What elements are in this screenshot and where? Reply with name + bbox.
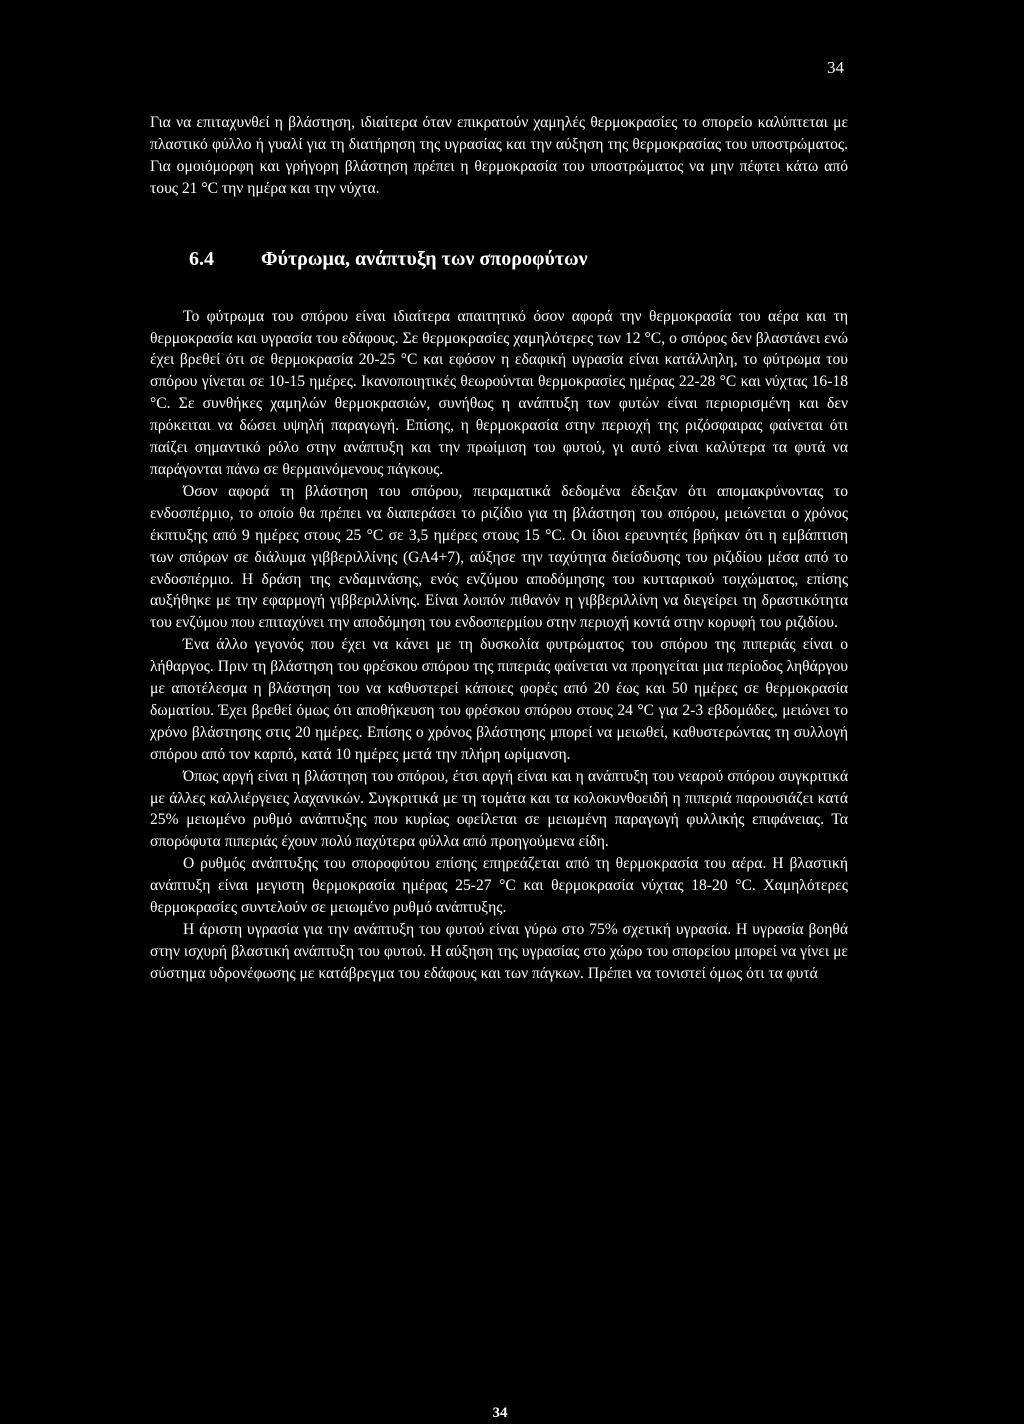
body-paragraph-1: Το φύτρωμα του σπόρου είναι ιδιαίτερα απαιτητικό όσον αφορά την θερμοκρασία του αέρα και τη θερμοκρασία και υγρασία του εδάφους. Σε θερμοκρασίες χαμηλότερες των 12 °C, ο σπόρος δεν βλαστάνει ενώ έχει βρεθεί ότι σε θερμοκρασία 20-25 °C και εφόσον η εδαφική υγρασία είναι κατάλληλη, το φύτρωμα του σπόρου γίνεται σε 10-15 ημέρες. Ικανοποιητικές θεωρούνται θερμοκρασίες ημέρας 22-28 °C και νύχτας 16-18 °C. Σε συνθήκες χαμηλών θερμοκρασιών, συνήθως η ανάπτυξη των φυτών είναι περιορισμένη και δεν πρόκειται να δώσει υψηλή παραγωγή. Επίσης, η θερμοκρασία στην περιοχή της ριζόσφαιρας φαίνεται ότι παίζει σημαντικό ρόλο στην ανάπτυξη και την πρωίμιση του φυτού, γι αυτό είναι καλύτερα τα φυτά να παράγονται πάνω σε θερμαινόμενους πάγκους. [150,307,848,478]
section-number: 6.4 [189,247,214,270]
section-title: Φύτρωμα, ανάπτυξη των σποροφύτων [261,247,588,270]
page-content [150,112,848,985]
body-paragraph-4: Όπως αργή είναι η βλάστηση του σπόρου, έτσι αργή είναι και η ανάπτυξη του νεαρού σπόρου συγκριτικά με άλλες καλλιέργειες λαχανικών. Συγκριτικά με τη τομάτα και τα κολοκυνθοειδή η πιπεριά παρουσιάζει κατά 25% μειωμένο ρυθμό ανάπτυξης που κυρίως οφείλεται σε μειωμένη παραγωγή φυλλικής επιφάνειας. Τα σπορόφυτα πιπεριάς έχουν πολύ παχύτερα φύλλα από προηγούμενα είδη. [150,767,848,851]
body-paragraph-5: Ο ρυθμός ανάπτυξης του σποροφύτου επίσης επηρεάζεται από τη θερμοκρασία του αέρα. Η βλαστική ανάπτυξη είναι μεγιστη θερμοκρασία ημέρας 25-27 °C και θερμοκρασία νύχτας 18-20 °C. Χαμηλότερες θερμοκρασίες συντελούν σε μειωμένο ρυθμό ανάπτυξης. [150,855,848,917]
page-number: 34 [827,58,844,77]
body-paragraph-2: Όσον αφορά τη βλάστηση του σπόρου, πειραματικά δεδομένα έδειξαν ότι απομακρύνοντας το ενδοσπέρμιο, το οποίο θα πρέπει να διαπεράσει το ριζίδιο για τη βλάστηση του σπόρου, μειώνεται ο χρόνος έκπτυξης από 9 ημέρες στους 25 °C σε 3,5 ημέρες στους 15 °C. Οι ίδιοι ερευνητές βρήκαν ότι η εμβάπτιση των σπόρων σε διάλυμα γιββεριλλίνης (GA4+7), αύξησε την ταχύτητα διείσδυσης του ριζιδίου μέσα από το ενδοσπέρμιο. Η δράση της ενδαμινάσης, ενός ενζύμου αποδόμησης του κυτταρικού τοιχώματος, επίσης αυξήθηκε με την εφαρμογή γιββεριλλίνης. Είναι λοιπόν πιθανόν η γιββεριλλίνη να διεγείρει τη δραστικότητα του ενζύμου που επιταχύνει την αποδόμηση του ενδοσπερμίου στην περιοχή κοντά στην κορυφή του ριζιδίου. [150,482,848,632]
section-heading [189,247,848,271]
body-paragraph-6: Η άριστη υγρασία για την ανάπτυξη του φυτού είναι γύρω στο 75% σχετική υγρασία. Η υγρασία βοηθά στην ισχυρή βλαστική ανάπτυξη του φυτού. Η αύξηση της υγρασίας στο χώρο του σπορείου μπορεί να γίνει με σύστημα υδρονέφωσης με κατάβρεγμα του εδάφους και των πάγκων. Πρέπει να τονιστεί όμως ότι τα φυτά [150,921,848,982]
body-paragraph-3: Ένα άλλο γεγονός που έχει να κάνει με τη δυσκολία φυτρώματος του σπόρου της πιπεριάς είναι ο λήθαργος. Πριν τη βλάστηση του φρέσκου σπόρου της πιπεριάς φαίνεται να προηγείται μια περίοδος ληθάργου με αποτέλεσμα η βλάστηση του να καθυστερεί κάποιες φορές από 20 έως και 50 ημέρες σε θερμοκρασία δωματίου. Έχει βρεθεί όμως ότι αποθήκευση του φρέσκου σπόρου στους 24 °C για 2-3 εβδομάδες, μειώνει το χρόνο βλάστησης στις 20 ημέρες. Επίσης ο χρόνος βλάστησης μπορεί να μειωθεί, καθυστερώντας τη συλλογή σπόρου από τον καρπό, κατά 10 ημέρες μετά την πλήρη ωρίμανση. [150,636,848,763]
footer-page-number: 34 [492,1405,508,1421]
intro-paragraph: Για να επιταχυνθεί η βλάστηση, ιδιαίτερα όταν επικρατούν χαμηλές θερμοκρασίες το σπορείο καλύπτεται με πλαστικό φύλλο ή γυαλί για τη διατήρηση της υγρασίας και την αύξηση της θερμοκρασίας του υποστρώματος. Για ομοιόμορφη και γρήγορη βλάστηση πρέπει η θερμοκρασία του υποστρώματος να μην πέφτει κάτω από τους 21 °C την ημέρα και την νύχτα. [150,114,848,197]
